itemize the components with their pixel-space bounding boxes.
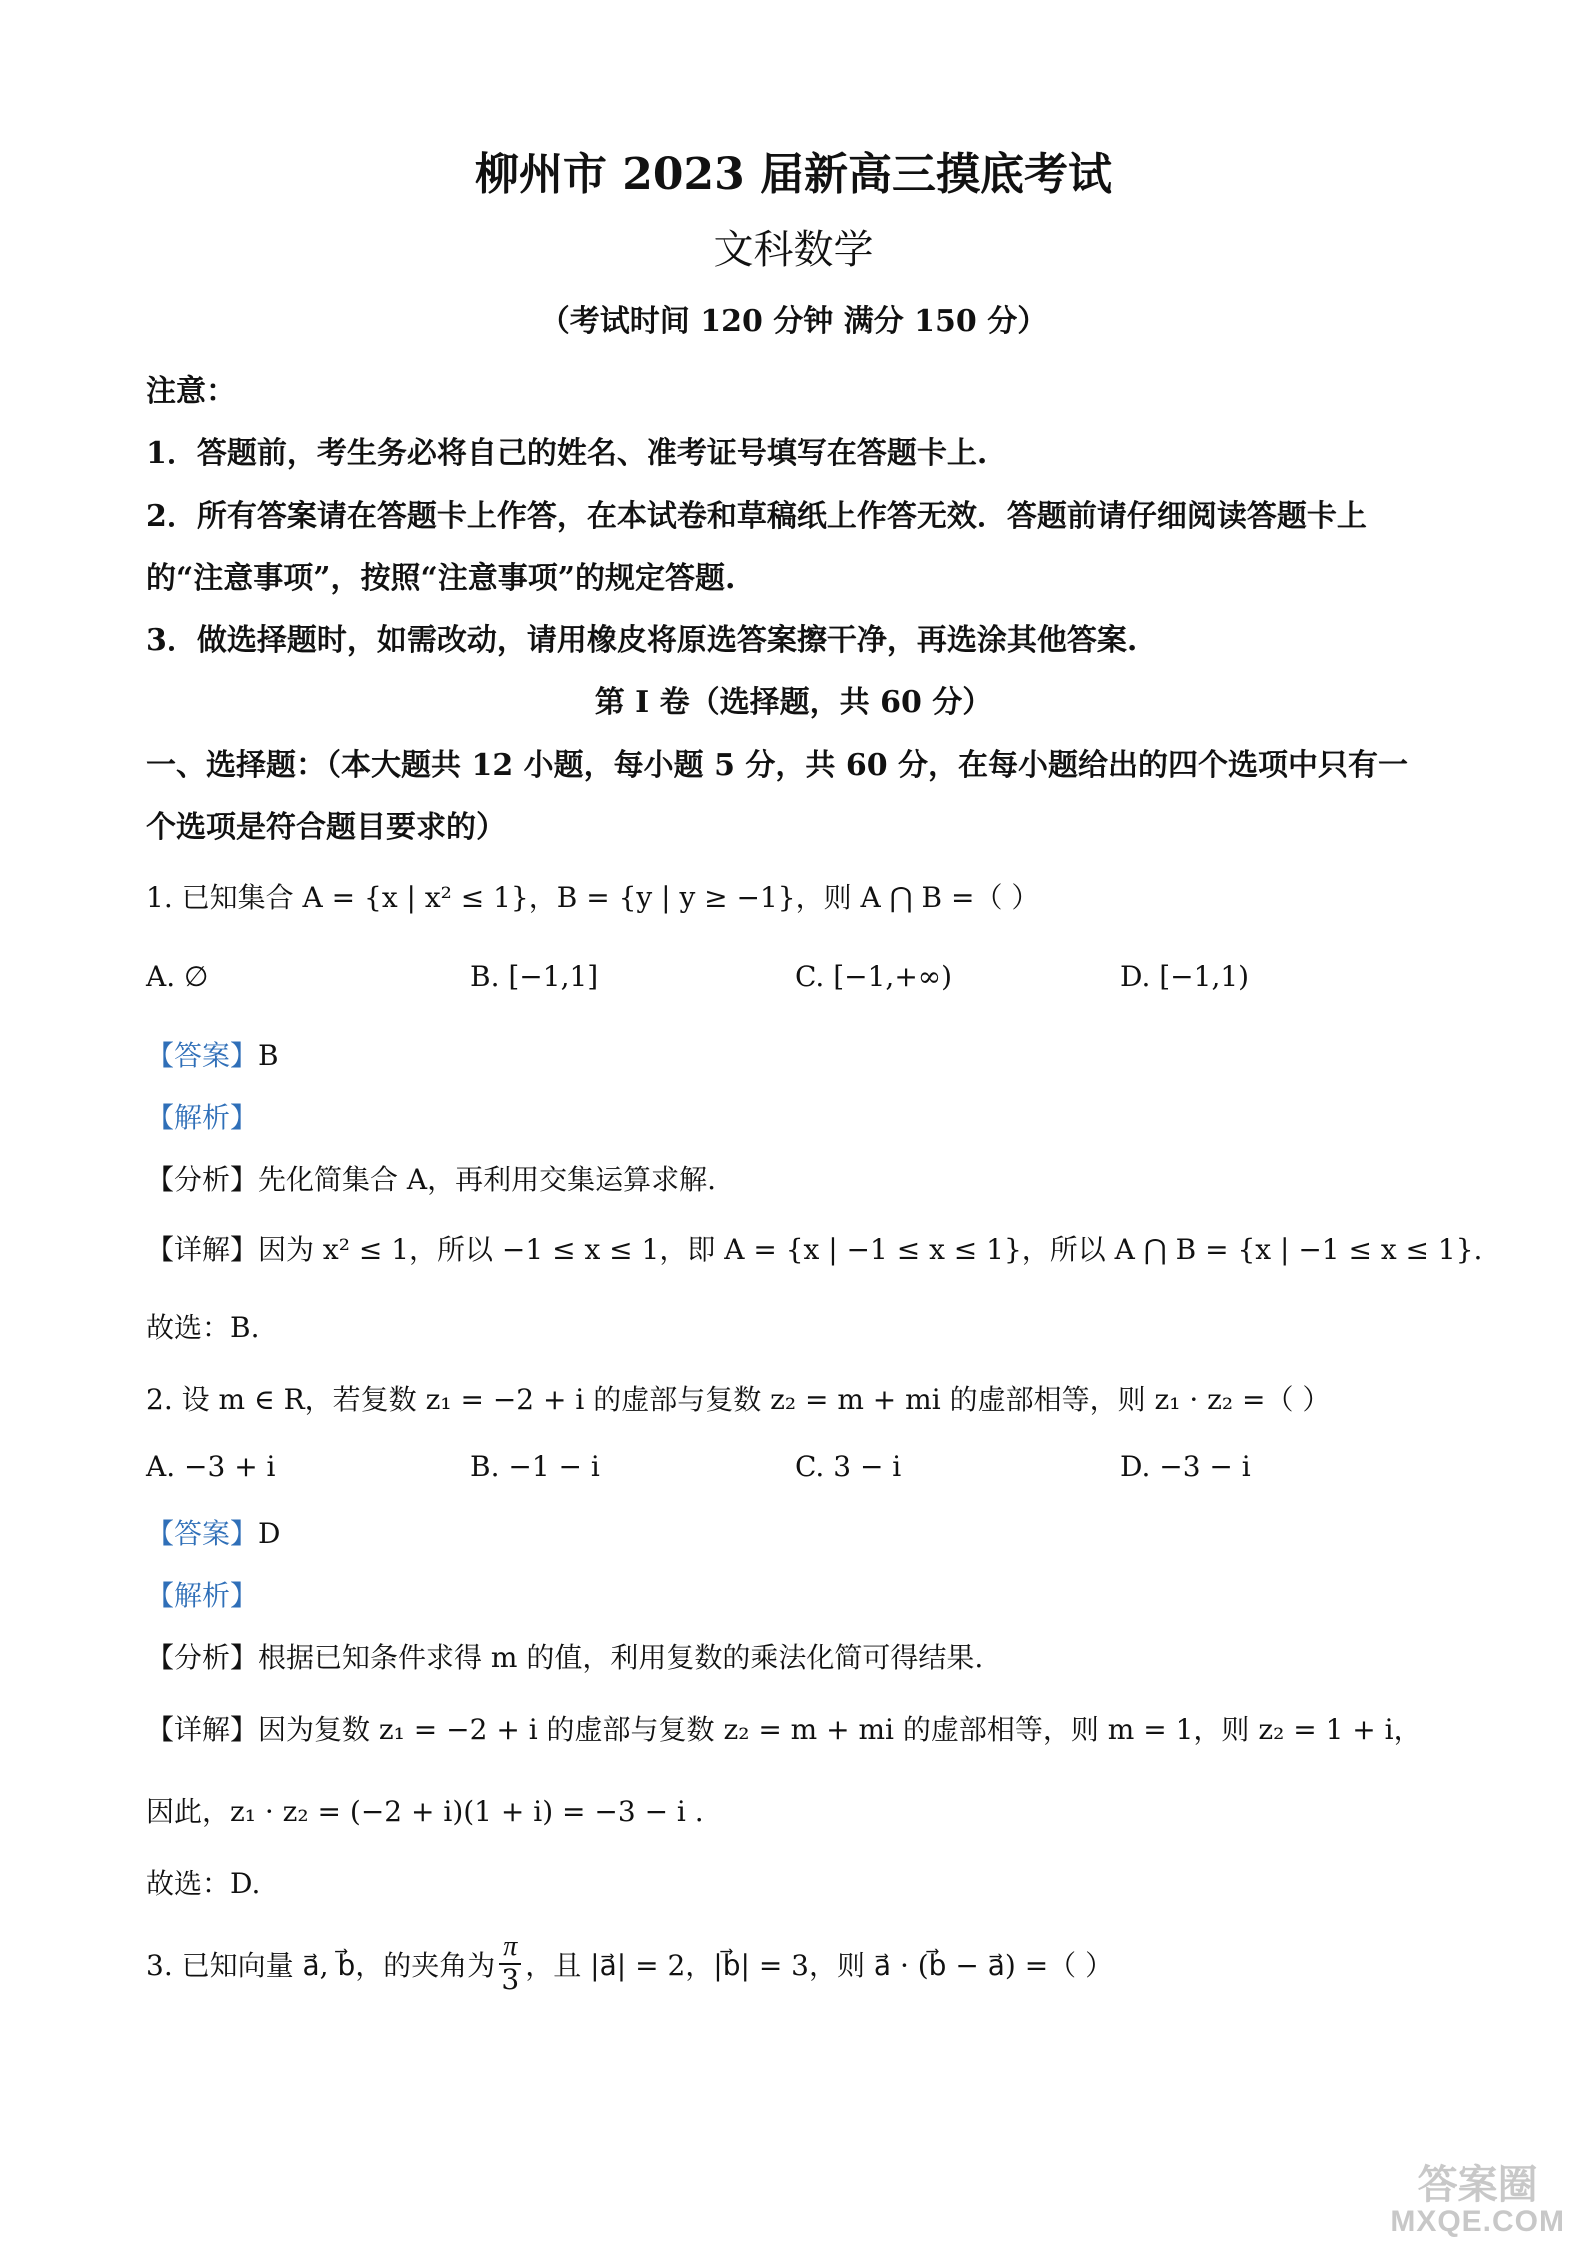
answer-tag: 【答案】 <box>146 1039 259 1072</box>
detail-tag: 【详解】 <box>146 1713 259 1746</box>
site-watermark <box>1390 2164 1565 2238</box>
q1-option-d: D. [−1,1) <box>1120 960 1250 993</box>
q1-option-b: B. [−1,1] <box>470 960 599 993</box>
notice-item-2: 2．所有答案请在答题卡上作答，在本试卷和草稿纸上作答无效．答题前请仔细阅读答题卡上 <box>146 499 1367 534</box>
q1-option-c: C. [−1,+∞) <box>795 960 953 993</box>
fenxi-tag: 【分析】 <box>146 1163 259 1196</box>
pi-over-3-fraction <box>499 1932 521 1996</box>
exam-title: 柳州市 2023 届新高三摸底考试 <box>474 149 1113 200</box>
q1-choose: 故选：B. <box>146 1311 260 1344</box>
q1-answer <box>146 1034 279 1074</box>
q3-stem-part1: 3. 已知向量 a⃗, b⃗，的夹角为 <box>146 1948 496 1982</box>
notice-item-1: 1．答题前，考生务必将自己的姓名、准考证号填写在答题卡上. <box>146 436 988 471</box>
answer-tag: 【答案】 <box>146 1517 259 1550</box>
fraction-denominator: 3 <box>501 1962 520 1996</box>
q1-detail-text: 因为 x² ≤ 1，所以 −1 ≤ x ≤ 1，即 A = {x | −1 ≤ x ≤ 1}，所以 A ⋂ B = {x | −1 ≤ x ≤ 1}. <box>258 1233 1483 1266</box>
q1-stem: 1. 已知集合 A = {x | x² ≤ 1}，B = {y | y ≥ −1}，则 A ⋂ B =（ ） <box>146 881 1040 914</box>
q1-analysis-tag: 【解析】 <box>146 1101 259 1134</box>
subject-title: 文科数学 <box>713 227 874 273</box>
fenxi-tag: 【分析】 <box>146 1641 259 1674</box>
q3-stem <box>146 1932 1113 1996</box>
section-intro-line1: 一、选择题：（本大题共 12 小题，每小题 5 分，共 60 分，在每小题给出的四个选项中只有一 <box>146 748 1409 783</box>
q2-option-a: A. −3 + i <box>146 1450 276 1483</box>
q2-fenxi <box>146 1636 983 1676</box>
q2-detail <box>146 1708 1422 1748</box>
q1-fenxi <box>146 1158 716 1198</box>
q2-analysis-tag: 【解析】 <box>146 1579 259 1612</box>
detail-tag: 【详解】 <box>146 1233 259 1266</box>
q2-fenxi-text: 根据已知条件求得 m 的值，利用复数的乘法化简可得结果. <box>258 1641 984 1674</box>
q1-fenxi-text: 先化简集合 A，再利用交集运算求解. <box>258 1163 717 1196</box>
watermark-url: MXQE.COM <box>1390 2204 1565 2238</box>
q1-answer-value: B <box>258 1039 279 1072</box>
q2-answer-value: D <box>258 1517 281 1550</box>
fraction-numerator: π <box>499 1932 521 1965</box>
q2-option-b: B. −1 − i <box>470 1450 600 1483</box>
notice-heading: 注意： <box>146 374 236 409</box>
q2-detail-text: 因为复数 z₁ = −2 + i 的虚部与复数 z₂ = m + mi 的虚部相等，则 m = 1，则 z₂ = 1 + i， <box>258 1713 1422 1746</box>
section-intro-line2: 个选项是符合题目要求的） <box>146 810 506 845</box>
watermark-logo-text: 答案圈 <box>1417 2162 1538 2207</box>
q2-detail-line2: 因此，z₁ · z₂ = (−2 + i)(1 + i) = −3 − i . <box>146 1795 704 1828</box>
part-title: 第 I 卷（选择题，共 60 分） <box>594 685 993 720</box>
exam-duration-note: （考试时间 120 分钟 满分 150 分） <box>539 304 1048 339</box>
q2-stem: 2. 设 m ∈ R，若复数 z₁ = −2 + i 的虚部与复数 z₂ = m + mi 的虚部相等，则 z₁ · z₂ =（ ） <box>146 1383 1331 1416</box>
q1-detail <box>146 1228 1482 1268</box>
q2-option-c: C. 3 − i <box>795 1450 902 1483</box>
q2-choose: 故选：D. <box>146 1867 261 1900</box>
notice-item-2-cont: 的“注意事项”，按照“注意事项”的规定答题. <box>146 561 736 596</box>
q1-option-a: A. ∅ <box>146 960 209 993</box>
q2-option-d: D. −3 − i <box>1120 1450 1251 1483</box>
q3-stem-part2: ，且 |a⃗| = 2，|b⃗| = 3，则 a⃗ · (b⃗ − a⃗) =（ ） <box>525 1948 1114 1982</box>
q2-answer <box>146 1512 280 1552</box>
notice-item-3: 3．做选择题时，如需改动，请用橡皮将原选答案擦干净，再选涂其他答案. <box>146 623 1138 658</box>
